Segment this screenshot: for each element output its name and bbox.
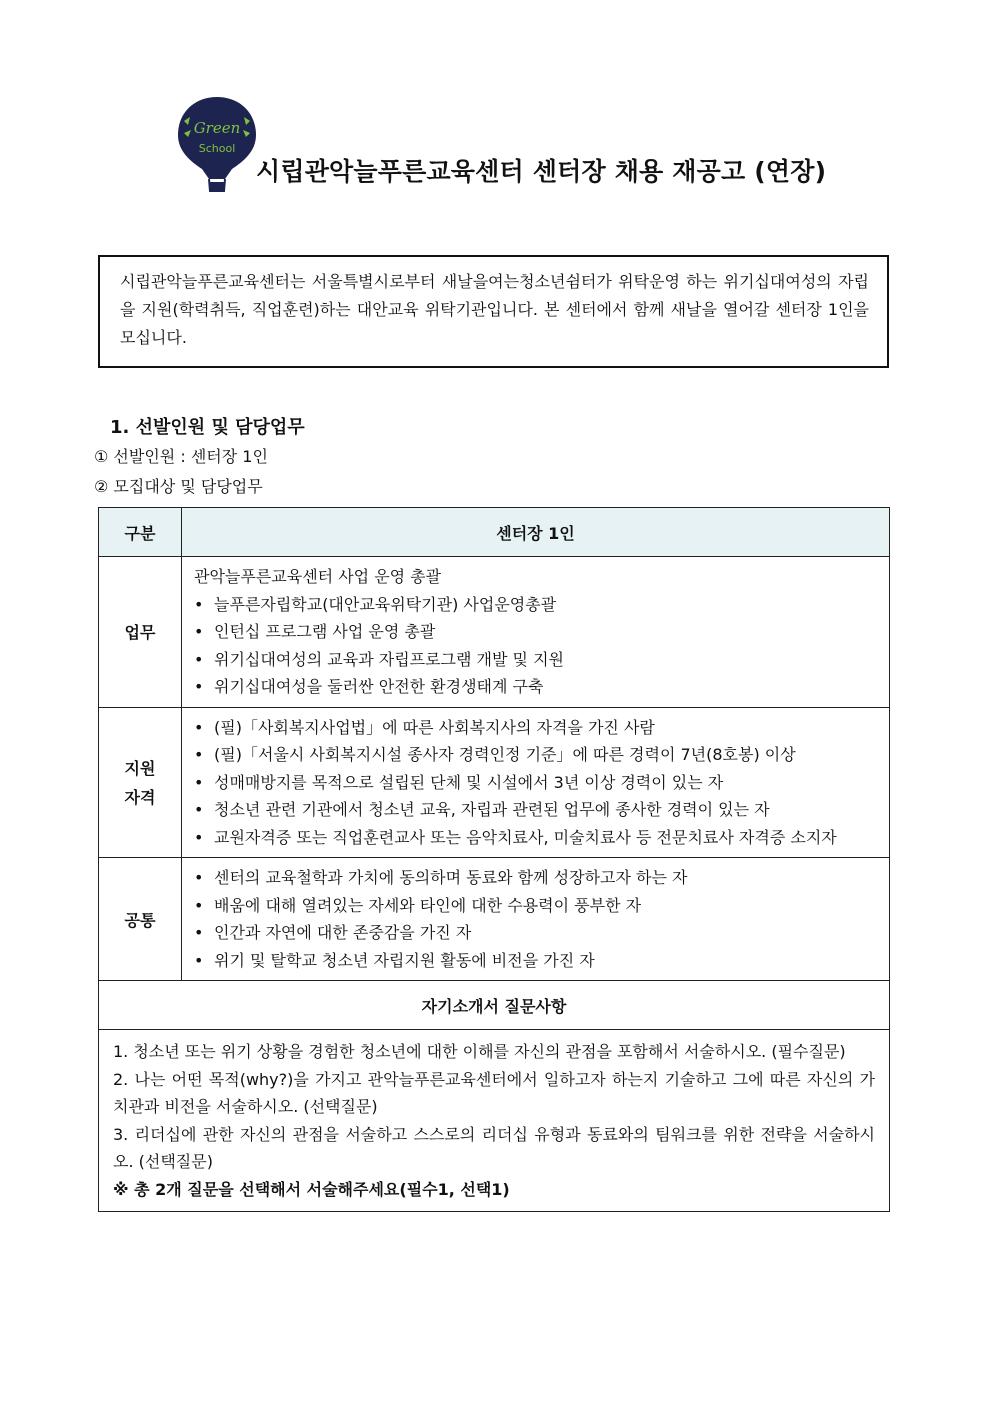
- list-item: • 인간과 자연에 대한 존중감을 가진 자: [194, 923, 472, 942]
- duty-content: [182, 557, 890, 708]
- list-item: • 위기십대여성의 교육과 자립프로그램 개발 및 지원: [194, 649, 565, 669]
- list-item: • (필)「사회복지사업법」에 따른 사회복지사의 자격을 가진 사람: [194, 717, 655, 737]
- qualification-label: 지원 자격: [99, 707, 182, 858]
- svg-text:School: School: [198, 142, 236, 155]
- page-title: 시립관악늘푸른교육센터 센터장 채용 재공고 (연장): [256, 157, 827, 186]
- essay-heading: 자기소개서 질문사항: [99, 981, 890, 1030]
- essay-question-3: 3. 리더십에 관한 자신의 관점을 서술하고 스스로의 리더십 유형과 동료와의 팀워크를 위한 전략을 서술하시오. (선택질문): [113, 1124, 875, 1171]
- section-heading: 1. 선발인원 및 담당업무: [110, 417, 305, 438]
- common-label: 공통: [99, 858, 182, 981]
- duty-row: [99, 557, 890, 708]
- list-item: • 성매매방지를 목적으로 설립된 단체 및 시설에서 3년 이상 경력이 있는 자: [194, 772, 724, 792]
- essay-questions-row: [99, 1030, 890, 1212]
- list-item: • 교원자격증 또는 직업훈련교사 또는 음악치료사, 미술치료사 등 전문치료사 자격증 소지자: [194, 827, 837, 847]
- header-category: 구분: [99, 508, 182, 557]
- list-item: • 센터의 교육철학과 가치에 동의하며 동료와 함께 성장하고자 하는 자: [194, 868, 688, 887]
- essay-note: ※ 총 2개 질문을 선택해서 서술해주세요(필수1, 선택1): [113, 1179, 510, 1199]
- header-position: 센터장 1인: [182, 508, 890, 557]
- qualification-content: [182, 707, 890, 858]
- essay-question-1: 1. 청소년 또는 위기 상황을 경험한 청소년에 대한 이해를 자신의 관점을 포함해서 서술하시오. (필수질문): [113, 1042, 846, 1061]
- intro-box: [98, 255, 889, 368]
- list-item: • 인턴십 프로그램 사업 운영 총괄: [194, 622, 436, 641]
- list-item: • (필)「서울시 사회복지시설 종사자 경력인정 기준」에 따른 경력이 7년(8호봉) 이상: [194, 745, 796, 764]
- common-content: [182, 858, 890, 981]
- duty-lead: 관악늘푸른교육센터 사업 운영 총괄: [194, 567, 442, 586]
- qualification-row: [99, 707, 890, 858]
- svg-text:Green: Green: [193, 119, 241, 137]
- common-row: [99, 858, 890, 981]
- green-school-balloon-logo: [176, 95, 258, 195]
- essay-heading-row: [99, 981, 890, 1030]
- recruit-count: ① 선발인원 : 센터장 1인: [94, 447, 268, 466]
- recruit-table: [98, 507, 890, 1212]
- list-item: • 늘푸른자립학교(대안교육위탁기관) 사업운영총괄: [194, 594, 557, 614]
- intro-text: 시립관악늘푸른교육센터는 서울특별시로부터 새날을여는청소년쉼터가 위탁운영 하는 위기십대여성의 자립을 지원(학력취득, 직업훈련)하는 대안교육 위탁기관입니다. 본 센터에서 함께 새날을 열어갈 센터장 1인을 모십니다.: [120, 272, 869, 347]
- essay-questions: [99, 1030, 890, 1212]
- list-item: • 배움에 대해 열려있는 자세와 타인에 대한 수용력이 풍부한 자: [194, 895, 642, 915]
- list-item: • 위기 및 탈학교 청소년 자립지원 활동에 비전을 가진 자: [194, 950, 595, 970]
- essay-question-2: 2. 나는 어떤 목적(why?)을 가지고 관악늘푸른교육센터에서 일하고자 하는지 기술하고 그에 따른 자신의 가치관과 비전을 서술하시오. (선택질문): [113, 1069, 875, 1116]
- list-item: • 청소년 관련 기관에서 청소년 교육, 자립과 관련된 업무에 종사한 경력이 있는 자: [194, 800, 770, 819]
- logo: [176, 95, 258, 195]
- list-item: • 위기십대여성을 둘러싼 안전한 환경생태계 구축: [194, 677, 544, 696]
- recruit-target-label: ② 모집대상 및 담당업무: [94, 477, 263, 496]
- table-header-row: [99, 508, 890, 557]
- duty-label: 업무: [99, 557, 182, 708]
